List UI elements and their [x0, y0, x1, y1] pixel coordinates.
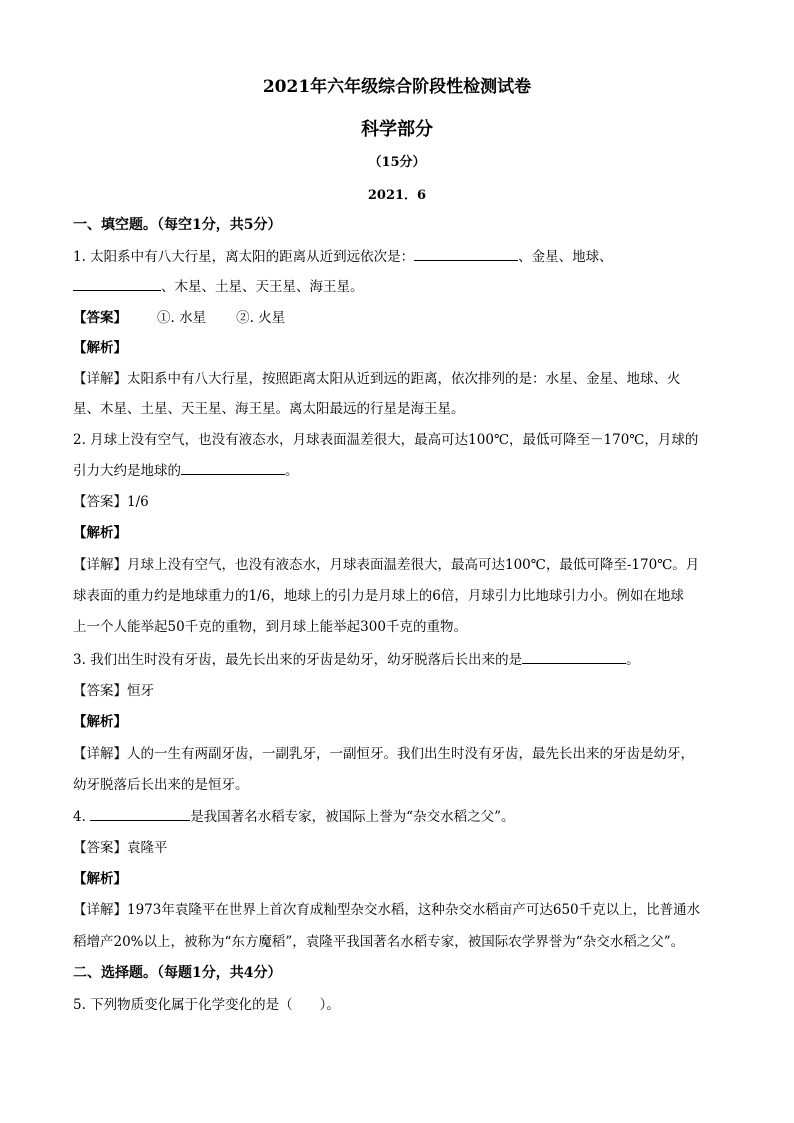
q2-text-end: 。: [285, 463, 299, 479]
exam-score: （15分）: [368, 155, 426, 170]
q3-detail-2: 幼牙脱落后长出来的是恒牙。: [73, 777, 249, 793]
q3-detail-1: 【详解】人的一生有两副牙齿，一副乳牙，一副恒牙。我们出生时没有牙齿，最先长出来的牙齿是幼牙，: [73, 746, 694, 762]
q1-detail-2: 星、木星、土星、天王星、海王星。离太阳最远的行星是海王星。: [73, 401, 465, 417]
q3-text-end: 。: [626, 652, 640, 668]
q1-answer: [73, 308, 733, 328]
q2-detail-2: 球表面的重力约是地球重力的1/6，地球上的引力是月球上的6倍，月球引力比地球引力小。例如在地球: [73, 588, 684, 604]
q1-analysis-label: 【解析】: [73, 340, 127, 356]
q1-answer-1: ①. 水星: [157, 310, 207, 326]
q3-text: 3. 我们出生时没有牙齿，最先长出来的牙齿是幼牙，幼牙脱落后长出来的是: [73, 652, 523, 668]
q3-line1: [73, 649, 733, 670]
q2-line2: [73, 460, 733, 481]
exam-date: 2021．6: [367, 188, 427, 203]
q3-analysis-label: 【解析】: [73, 714, 127, 730]
q3-blank[interactable]: [522, 649, 626, 664]
q4-blank[interactable]: [90, 806, 190, 821]
q4-text: 是我国著名水稻专家，被国际上誉为“杂交水稻之父”。: [190, 809, 515, 825]
q2-answer: 【答案】1/6: [73, 494, 149, 510]
q1-blank-2[interactable]: [73, 276, 161, 291]
q2-detail-3: 上一个人能举起50千克的重物，到月球上能举起300千克的重物。: [73, 619, 467, 635]
q4-analysis-label: 【解析】: [73, 871, 127, 887]
q2-blank[interactable]: [181, 460, 285, 475]
q4-line1: [73, 806, 733, 827]
q5-line: 5. 下列物质变化属于化学变化的是（ ）。: [73, 997, 340, 1013]
q3-answer: 【答案】恒牙: [73, 683, 154, 699]
q1-text-b: 、金星、地球、: [518, 249, 613, 265]
q2-detail-1: 【详解】月球上没有空气，也没有液态水，月球表面温差很大，最高可达100℃，最低可降至-170℃。月: [73, 557, 700, 573]
exam-title: 2021年六年级综合阶段性检测试卷: [262, 77, 532, 97]
q4-answer: 【答案】袁隆平: [73, 840, 168, 856]
q2-analysis-label: 【解析】: [73, 525, 127, 541]
q1-detail-1: 【详解】太阳系中有八大行星，按照距离太阳从近到远的距离，依次排列的是：水星、金星、地球、火: [73, 371, 681, 387]
q1-text-a: 1. 太阳系中有八大行星，离太阳的距离从近到远依次是：: [73, 249, 415, 265]
answer-label: 【答案】: [73, 310, 127, 326]
q1-blank-1[interactable]: [414, 246, 518, 261]
q2-text: 引力大约是地球的: [73, 463, 181, 479]
q4-detail-2: 稻增产20%以上，被称为“东方魔稻”，袁隆平我国著名水稻专家，被国际农学界誉为“杂交水稻之父”。: [73, 934, 685, 950]
exam-subtitle: 科学部分: [361, 119, 433, 140]
q1-line1: [73, 246, 733, 267]
q1-text-c: 、木星、土星、天王星、海王星。: [161, 279, 364, 295]
q4-detail-1: 【详解】1973年袁隆平在世界上首次育成籼型杂交水稻，这种杂交水稻亩产可达650千克以上，比普通水: [73, 902, 701, 918]
q2-line1: 2. 月球上没有空气，也没有液态水，月球表面温差很大，最高可达100℃，最低可降至－170℃，月球的: [73, 432, 699, 448]
q4-prefix: 4.: [73, 809, 86, 825]
section2-heading: 二、选择题。（每题1分，共4分）: [73, 965, 282, 981]
section1-heading: 一、填空题。（每空1分，共5分）: [73, 217, 282, 233]
q1-answer-2: ②. 火星: [236, 310, 286, 326]
q1-line2: [73, 276, 733, 297]
